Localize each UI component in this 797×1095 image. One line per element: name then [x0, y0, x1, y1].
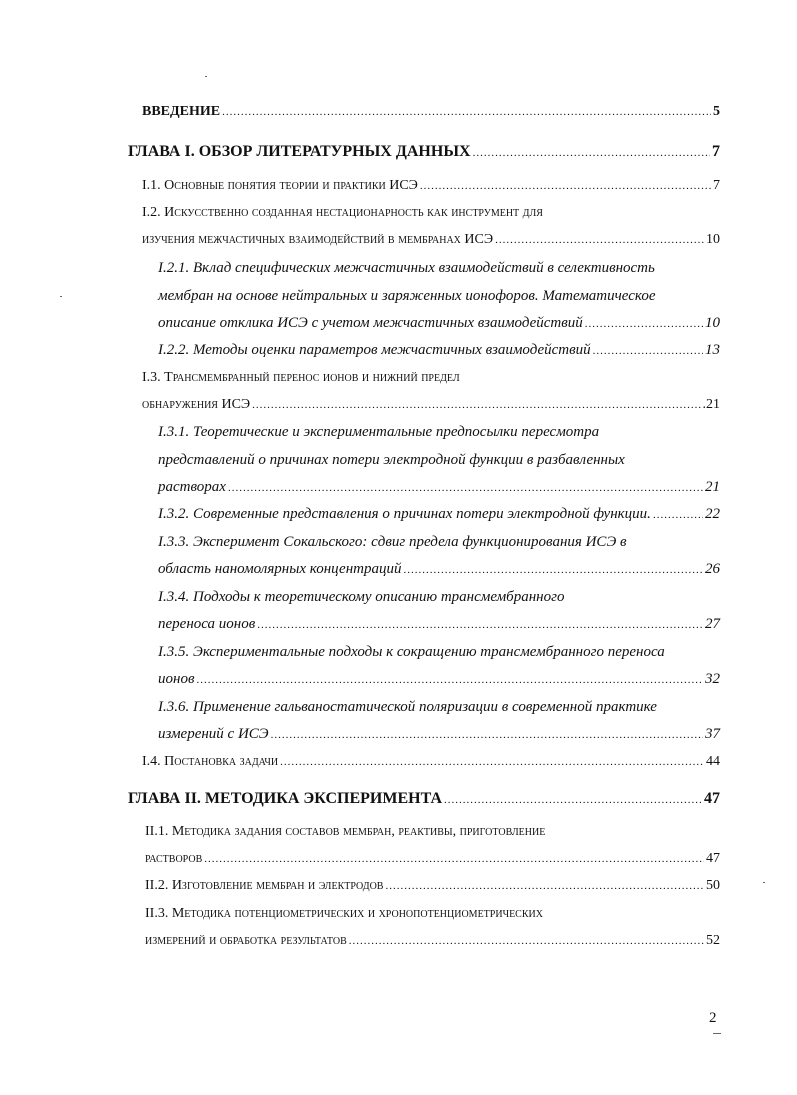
page-number: 2 — [709, 1010, 717, 1026]
toc-entry-line — [158, 503, 720, 525]
dot-leader — [280, 751, 704, 773]
dot-leader — [444, 789, 702, 811]
toc-entry-line — [158, 531, 720, 553]
toc-entry-line — [128, 788, 720, 810]
toc-entry-title: представлений о причинах потери электродной функции в разбавленных — [158, 452, 625, 468]
toc-entry-line — [158, 257, 720, 279]
toc-entry-title: измерений и обработка результатов — [145, 933, 347, 948]
dot-leader — [420, 175, 711, 197]
toc-entry-line — [158, 285, 720, 307]
toc-entry-line — [158, 339, 720, 361]
toc-page-number: 22 — [705, 506, 720, 522]
toc-entry-line — [158, 449, 720, 471]
toc-entry-line — [145, 821, 720, 843]
toc-entry-line — [142, 202, 720, 224]
toc-page-number: 13 — [705, 342, 720, 358]
toc-page-number: 21 — [705, 479, 720, 495]
dot-leader — [404, 559, 704, 581]
dot-leader — [204, 848, 704, 870]
dot-leader — [593, 340, 703, 362]
toc-entry-title: обнаружения ИСЭ — [142, 397, 251, 412]
toc-entry-line — [158, 668, 720, 690]
toc-page-number: 37 — [705, 726, 720, 742]
dot-leader — [222, 101, 711, 123]
toc-entry-line — [142, 229, 720, 251]
toc-entry-title: область наномолярных концентраций — [158, 561, 402, 577]
dot-leader — [385, 875, 704, 897]
toc-entry-title: II.3. Методика потенциометрических и хронопотенциометрических — [145, 906, 543, 921]
dot-leader — [257, 614, 703, 636]
toc-entry-line — [158, 558, 720, 580]
scan-speck — [205, 76, 207, 77]
toc-entry-title: I.3.5. Экспериментальные подходы к сокращению трансмембранного переноса — [158, 644, 665, 660]
dot-leader — [271, 724, 703, 746]
toc-entry-title: I.4. Постановка задачи — [142, 754, 279, 769]
toc-entry-title: описание отклика ИСЭ с учетом межчастичных взаимодействий — [158, 315, 583, 331]
scan-speck — [763, 882, 765, 883]
dot-leader — [228, 477, 703, 499]
toc-entry-title: измерений с ИСЭ — [158, 726, 269, 742]
toc-page-number: 7 — [713, 178, 720, 193]
toc-page-number: 26 — [705, 561, 720, 577]
toc-page-number: 7 — [712, 143, 720, 160]
toc-page-number: 50 — [706, 878, 720, 893]
toc-entry-line — [142, 175, 720, 197]
toc-page-number: .21 — [702, 397, 720, 412]
toc-entry-line — [128, 141, 720, 163]
toc-entry-title: I.1. Основные понятия теории и практики ИСЭ — [142, 178, 418, 193]
toc-entry-line — [145, 903, 720, 925]
toc-entry-line — [158, 696, 720, 718]
dot-leader — [653, 504, 703, 526]
toc-entry-title: II.1. Методика задания составов мембран, реактивы, приготовление — [145, 824, 546, 839]
toc-entry-title: I.3.3. Эксперимент Сокальского: сдвиг предела функционирования ИСЭ в — [158, 534, 627, 550]
toc-page-number: 10 — [706, 232, 720, 247]
toc-entry-title: I.3. Трансмембранный перенос ионов и нижний предел — [142, 370, 460, 385]
toc-entry-line — [158, 723, 720, 745]
toc-entry-title: переноса ионов — [158, 616, 256, 632]
toc-entry-line — [145, 875, 720, 897]
toc-entry-title: ВВЕДЕНИЕ — [142, 104, 221, 119]
toc-entry-line — [158, 421, 720, 443]
toc-page-number: 47 — [704, 790, 720, 807]
toc-page-number: 52 — [706, 933, 720, 948]
toc-entry-title: ГЛАВА II. МЕТОДИКА ЭКСПЕРИМЕНТА — [128, 790, 442, 807]
toc-entry-line — [145, 930, 720, 952]
dot-leader — [585, 313, 703, 335]
toc-entry-line — [158, 476, 720, 498]
dot-leader — [495, 229, 704, 251]
dot-leader — [252, 394, 700, 416]
toc-entry-title: II.2. Изготовление мембран и электродов — [145, 878, 384, 893]
toc-entry-line — [142, 751, 720, 773]
toc-entry-line — [158, 312, 720, 334]
toc-entry-title: I.2. Искусственно созданная нестационарность как инструмент для — [142, 205, 543, 220]
scan-speck — [713, 1033, 721, 1034]
toc-entry-title: I.3.4. Подходы к теоретическому описанию трансмембранного — [158, 589, 565, 605]
dot-leader — [473, 142, 710, 164]
toc-entry-title: ионов — [158, 671, 195, 687]
toc-page-number: 47 — [706, 851, 720, 866]
toc-entry-line — [158, 613, 720, 635]
toc-entry-line — [142, 394, 720, 416]
toc-entry-title: растворах — [158, 479, 226, 495]
toc-page-number: 5 — [713, 104, 720, 119]
toc-entry-title: изучения межчастичных взаимодействий в мембранах ИСЭ — [142, 232, 494, 247]
toc-entry-title: ГЛАВА I. ОБЗОР ЛИТЕРАТУРНЫХ ДАННЫХ — [128, 143, 471, 160]
toc-entry-line — [142, 367, 720, 389]
toc-page-number: 10 — [705, 315, 720, 331]
toc-entry-title: растворов — [145, 851, 203, 866]
toc-entry-title: I.3.1. Теоретические и экспериментальные предпосылки пересмотра — [158, 424, 600, 440]
scan-speck — [60, 296, 62, 297]
dot-leader — [349, 930, 704, 952]
toc-entry-title: мембран на основе нейтральных и заряженных ионофоров. Математическое — [158, 288, 656, 304]
toc-page-number: 32 — [705, 671, 720, 687]
toc-entry-title: I.2.1. Вклад специфических межчастичных взаимодействий в селективность — [158, 260, 655, 276]
toc-entry-line — [142, 101, 720, 123]
toc-entry-line — [158, 586, 720, 608]
toc-entry-title: I.3.2. Современные представления о причинах потери электродной функции. — [158, 506, 651, 522]
dot-leader — [196, 669, 703, 691]
toc-entry-line — [158, 641, 720, 663]
toc-page-number: 44 — [706, 754, 720, 769]
toc-entry-title: I.3.6. Применение гальваностатической поляризации в современной практике — [158, 699, 657, 715]
toc-page-number: 27 — [705, 616, 720, 632]
toc-entry-line — [145, 848, 720, 870]
toc-entry-title: I.2.2. Методы оценки параметров межчастичных взаимодействий — [158, 342, 591, 358]
